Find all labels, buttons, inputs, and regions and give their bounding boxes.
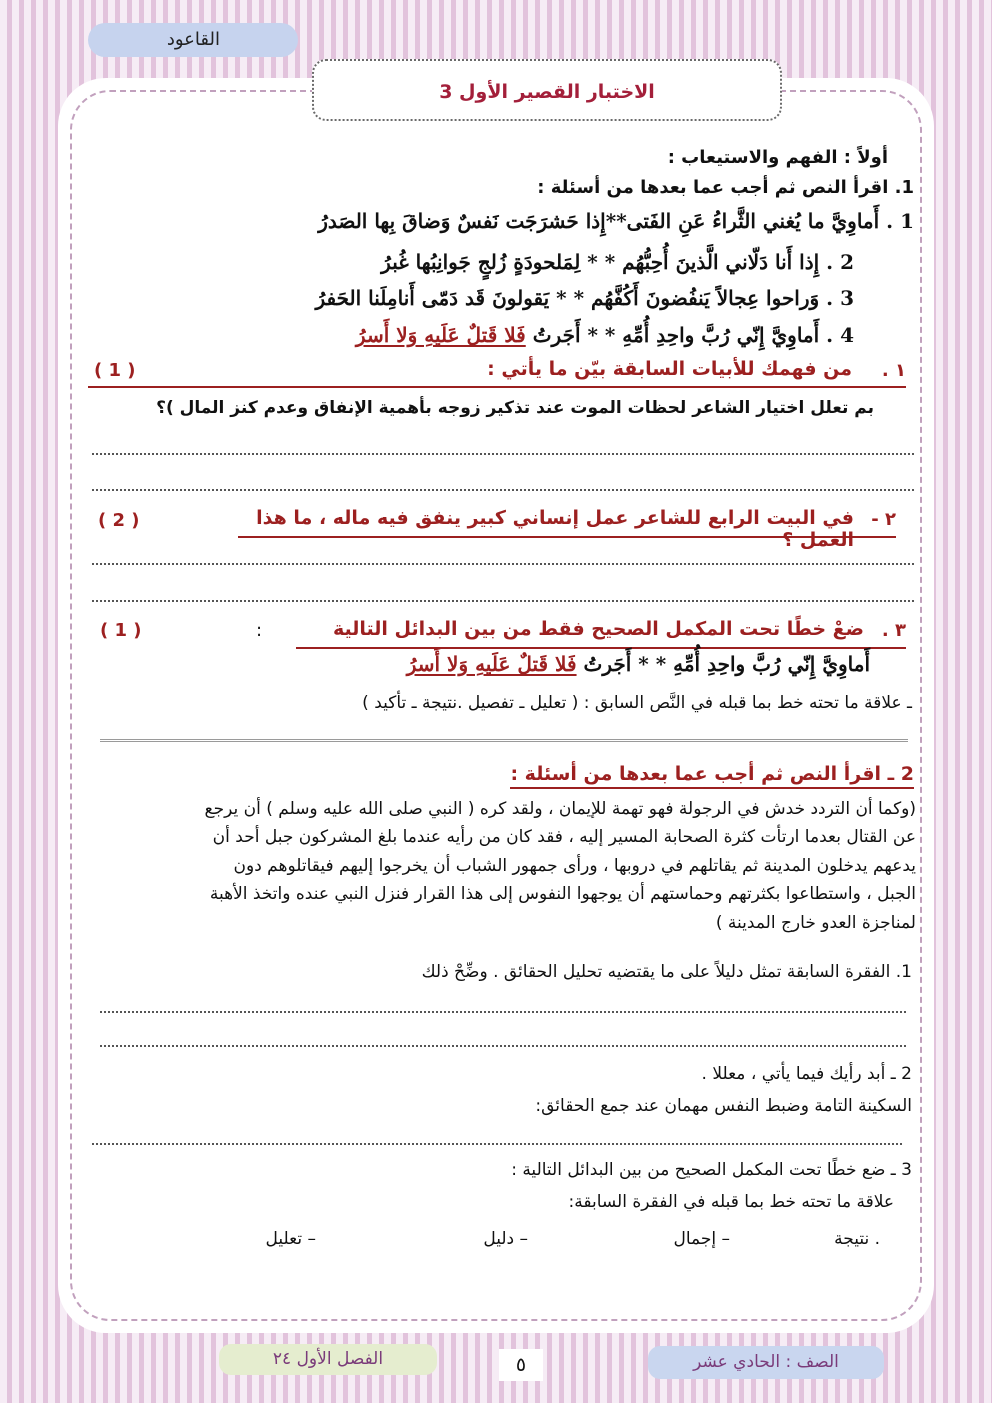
q1-score: ( 1 ) — [94, 360, 136, 381]
q1-text: بم تعلل اختيار الشاعر لحظات الموت عند تذكير زوجه بأهمية الإنفاق وعدم كنز المال )؟ — [156, 398, 874, 418]
verse-4 — [356, 323, 854, 347]
section2-q3-relation: علاقة ما تحته خط بما قبله في الفقرة السابقة: — [568, 1192, 894, 1212]
answer-line[interactable] — [92, 1143, 902, 1145]
q1-title: من فهمك للأبيات السابقة بيّن ما يأتي : — [487, 358, 852, 380]
answer-line[interactable] — [92, 600, 914, 602]
paragraph-line: يدعهم يدخلون المدينة ثم يقاتلهم في دروبها ، ورأى جمهور الشباب أن يخرجوا إليهم فيقاتلوهم دون — [233, 855, 916, 876]
grade-badge: الصف : الحادي عشر — [648, 1346, 884, 1379]
paragraph-line: عن القتال بعدما ارتأت كثرة الصحابة المسير إليه ، فقد كان من رأيه عندما بلغ المشركون جبل أحد أن — [212, 827, 916, 848]
verse-4-underlined: فَلا قَتلٌ عَلَيهِ وَلا أَسرُ — [355, 323, 526, 347]
q3-colon: : — [256, 620, 263, 641]
school-name-badge: القاعود — [88, 23, 298, 57]
answer-line[interactable] — [100, 1045, 906, 1047]
page-number: ٥ — [499, 1349, 543, 1381]
paragraph-line: الجبل ، واستطاعوا بكثرتهم وحماستهم أن يوجهوا النفوس إلى هذا القرار فنزل النبي عنده واتخذ الأهبة — [209, 884, 916, 905]
option-ijmal[interactable]: – إجمال — [673, 1229, 730, 1249]
section2-q1: 1. الفقرة السابقة تمثل دليلاً على ما يقتضيه تحليل الحقائق . وضِّحْ ذلك — [421, 962, 912, 982]
paragraph-line: (وكما أن التردد خدش في الرجولة فهو تهمة للإيمان ، ولقد كره ( النبي صلى الله عليه وسلم ) أن يرجع — [204, 799, 916, 819]
q2-title: في البيت الرابع للشاعر عمل إنساني كبير ينفق فيه ماله ، ما هذا العمل ؟ — [256, 507, 854, 551]
option-dalil[interactable]: – دليل — [483, 1229, 528, 1249]
verse-2: 2 . إِذا أَنا دَلّاني الَّذينَ أُحِبُّهُم * * لِمَلحودَةٍ زُلجٍ جَوانِبُها غُبرُ — [381, 250, 854, 274]
q2-number: ٢ - — [871, 509, 896, 530]
q1-header — [88, 358, 906, 388]
verse-4-start: 4 . أَماوِيَّ إِنّي رُبَّ واحِدِ أُمِّهِ * * أَجَرتُ — [532, 323, 854, 347]
section-divider — [100, 739, 908, 742]
q1-number: ١ . — [881, 360, 906, 381]
answer-line[interactable] — [100, 1011, 906, 1013]
q3-header — [296, 617, 906, 649]
section1-heading: أولاً : الفهم والاستيعاب : — [667, 147, 888, 168]
verse-1: 1 . أَماوِيَّ ما يُغني الثَّراءُ عَنِ الفَتى**إِذا حَشرَجَت نَفسٌ وَضاقَ بِها الصَدرُ — [318, 209, 914, 233]
term-badge: الفصل الأول ٢٤ — [219, 1344, 437, 1375]
answer-line[interactable] — [92, 453, 914, 455]
section2-heading-wrap — [510, 763, 914, 785]
section2-paragraph — [80, 795, 916, 937]
option-natija[interactable]: . نتيجة — [834, 1229, 880, 1249]
answer-line[interactable] — [92, 563, 914, 565]
page-title: الاختبار القصير الأول 3 — [312, 59, 782, 121]
q2-header — [238, 506, 896, 551]
q2-score: ( 2 ) — [98, 510, 140, 531]
section2-q2-text: السكينة التامة وضبط النفس مهمان عند جمع الحقائق: — [535, 1096, 912, 1116]
paragraph-line: لمناجزة العدو خارج المدينة ) — [715, 912, 916, 933]
q3-verse-underlined: فَلا قَتلٌ عَلَيهِ وَلا أَسرُ — [406, 652, 577, 676]
section2-heading: 2 ـ اقرأ النص ثم أجب عما بعدها من أسئلة : — [510, 763, 914, 789]
q3-verse-start: أَماوِيَّ إِنّي رُبَّ واحِدِ أُمِّهِ * * أَجَرتُ — [583, 652, 870, 676]
q3-relation-options: ـ علاقة ما تحته خط بما قبله في النَّص السابق : ( تعليل ـ تفصيل .نتيجة ـ تأكيد ) — [362, 693, 912, 713]
q3-verse — [407, 652, 870, 676]
option-taalil[interactable]: – تعليل — [265, 1229, 316, 1249]
section1-instruction: 1. اقرأ النص ثم أجب عما بعدها من أسئلة : — [537, 177, 914, 198]
section2-q2-title: 2 ـ أبد رأيك فيما يأتي ، معللا . — [701, 1064, 912, 1084]
q3-score: ( 1 ) — [100, 620, 142, 641]
q3-title: ضعْ خطًا تحت المكمل الصحيح فقط من بين البدائل التالية — [332, 618, 864, 640]
section2-q3-title: 3 ـ ضع خطًا تحت المكمل الصحيح من بين البدائل التالية : — [511, 1160, 912, 1180]
q3-number: ٣ . — [881, 620, 906, 641]
verse-3: 3 . وَراحوا عِجالاً يَنفُضونَ أَكُفَّهُم * * يَقولونَ قَد دَمّى أَنامِلَنا الحَفرُ — [315, 286, 854, 310]
answer-line[interactable] — [92, 489, 914, 491]
